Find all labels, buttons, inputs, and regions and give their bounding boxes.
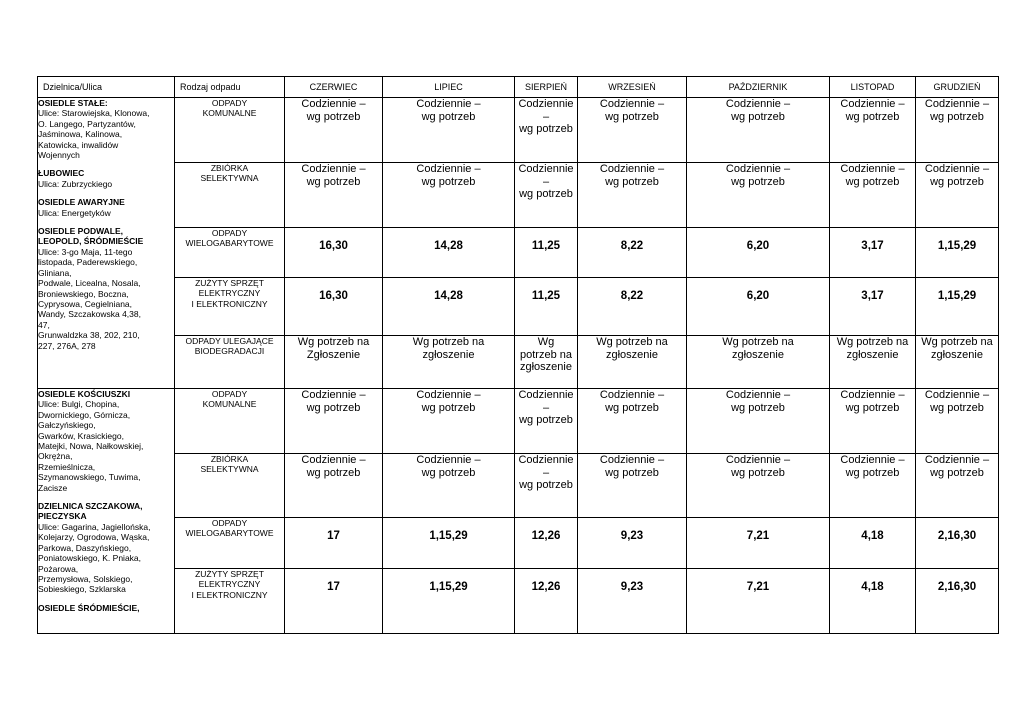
schedule-cell: Codziennie – wg potrzeb: [916, 454, 999, 518]
schedule-cell: Codziennie – wg potrzeb: [383, 454, 515, 518]
district-streets-line: Gwarków, Krasickiego,: [38, 430, 124, 441]
district-streets-line: Wandy, Szczakowska 4,38,: [38, 309, 141, 320]
district-streets-line: Kolejarzy, Ogrodowa, Wąska,: [38, 532, 150, 543]
district-streets-line: Ulica: Energetyków: [38, 207, 111, 218]
schedule-cell: 14,28: [383, 228, 515, 278]
district-streets-line: listopada, Paderewskiego,: [38, 257, 138, 268]
schedule-cell: 9,23: [578, 569, 687, 634]
header-district: Dzielnica/Ulica: [38, 77, 175, 98]
district-streets-line: 47,: [38, 319, 50, 330]
district-streets-line: Gałczyńskiego,: [38, 420, 96, 431]
schedule-cell: Wg potrzeb na zgłoszenie: [578, 336, 687, 389]
district-streets-line: Ulice: Gagarina, Jagiellońska,: [38, 521, 151, 532]
schedule-cell: 8,22: [578, 278, 687, 336]
schedule-cell: 2,16,30: [916, 518, 999, 569]
schedule-cell: 11,25: [515, 278, 578, 336]
header-waste-type: Rodzaj odpadu: [175, 77, 285, 98]
schedule-cell: 1,15,29: [916, 228, 999, 278]
schedule-cell: 6,20: [687, 228, 830, 278]
header-month-listopad: LISTOPAD: [830, 77, 916, 98]
schedule-cell: 9,23: [578, 518, 687, 569]
schedule-cell: Wg potrzeb na zgłoszenie: [383, 336, 515, 389]
schedule-cell: Codziennie – wg potrzeb: [578, 454, 687, 518]
schedule-cell: Codziennie – wg potrzeb: [687, 454, 830, 518]
schedule-cell: Codziennie – wg potrzeb: [578, 389, 687, 454]
schedule-cell: Codziennie – wg potrzeb: [285, 163, 383, 228]
waste-type-cell: ODPADY WIELOGABARYTOWE: [175, 228, 285, 278]
district-heading: OSIEDLE PODWALE,: [38, 226, 124, 237]
schedule-cell: Codziennie – wg potrzeb: [916, 389, 999, 454]
schedule-cell: Wg potrzeb na zgłoszenie: [830, 336, 916, 389]
schedule-cell: 2,16,30: [916, 569, 999, 634]
district-heading: DZIELNICA SZCZAKOWA,: [38, 501, 143, 512]
district-heading: ŁUBOWIEC: [38, 168, 85, 179]
district-spacer: [38, 595, 174, 603]
schedule-cell: Wg potrzeb na zgłoszenie: [687, 336, 830, 389]
schedule-cell: 8,22: [578, 228, 687, 278]
table-row: [38, 569, 999, 634]
table-row: [38, 228, 999, 278]
table-row: [38, 336, 999, 389]
schedule-cell: Wg potrzeb na zgłoszenie: [916, 336, 999, 389]
district-streets-line: Ulice: Starowiejska, Klonowa,: [38, 108, 150, 119]
schedule-cell: Codziennie – wg potrzeb: [515, 163, 578, 228]
district-spacer: [38, 218, 174, 226]
district-heading: OSIEDLE ŚRÓDMIEŚCIE,: [38, 602, 140, 613]
schedule-cell: 17: [285, 518, 383, 569]
district-streets-line: Wojennych: [38, 150, 80, 161]
district-heading: OSIEDLE STAŁE:: [38, 98, 108, 108]
district-streets-line: 227, 276A, 278: [38, 340, 96, 351]
schedule-cell: Codziennie – wg potrzeb: [687, 389, 830, 454]
district-heading: OSIEDLE KOŚCIUSZKI: [38, 389, 131, 399]
waste-collection-schedule-table: [37, 76, 999, 634]
district-streets-line: Grunwaldzka 38, 202, 210,: [38, 330, 140, 341]
district-streets-line: Parkowa, Daszyńskiego,: [38, 542, 132, 553]
schedule-cell: 14,28: [383, 278, 515, 336]
district-streets-line: Dwornickiego, Górnicza,: [38, 409, 131, 420]
district-streets-line: Sobieskiego, Szklarska: [38, 584, 126, 595]
district-heading: OSIEDLE AWARYJNE: [38, 197, 125, 208]
schedule-cell: Wg potrzeb na zgłoszenie: [515, 336, 578, 389]
schedule-cell: 1,15,29: [916, 278, 999, 336]
table-row: [38, 98, 999, 163]
table-row: [38, 518, 999, 569]
schedule-cell: Codziennie – wg potrzeb: [515, 454, 578, 518]
schedule-cell: 3,17: [830, 278, 916, 336]
schedule-cell: Codziennie – wg potrzeb: [916, 163, 999, 228]
schedule-cell: 4,18: [830, 518, 916, 569]
schedule-cell: Codziennie – wg potrzeb: [916, 98, 999, 163]
district-streets-line: Broniewskiego, Boczna,: [38, 288, 129, 299]
district-heading: PIECZYSKA: [38, 511, 87, 522]
header-month-lipiec: LIPIEC: [383, 77, 515, 98]
schedule-cell: Codziennie – wg potrzeb: [687, 98, 830, 163]
header-row: [38, 77, 999, 98]
waste-type-cell: ODPADY WIELOGABARYTOWE: [175, 518, 285, 569]
district-streets-line: Zacisze: [38, 482, 68, 493]
schedule-cell: 4,18: [830, 569, 916, 634]
district-spacer: [38, 493, 174, 501]
district-streets-line: Przemysłowa, Solskiego,: [38, 573, 133, 584]
schedule-cell: 7,21: [687, 518, 830, 569]
schedule-cell: Codziennie – wg potrzeb: [687, 163, 830, 228]
schedule-cell: Codziennie – wg potrzeb: [515, 98, 578, 163]
schedule-cell: 12,26: [515, 518, 578, 569]
schedule-cell: Codziennie – wg potrzeb: [383, 163, 515, 228]
schedule-body: [38, 98, 999, 634]
district-streets-line: Okrężna,: [38, 451, 73, 462]
schedule-cell: Codziennie – wg potrzeb: [515, 389, 578, 454]
schedule-cell: Codziennie – wg potrzeb: [830, 98, 916, 163]
schedule-cell: Codziennie – wg potrzeb: [830, 389, 916, 454]
district-cell: [38, 98, 175, 389]
schedule-cell: Codziennie – wg potrzeb: [578, 163, 687, 228]
schedule-cell: Codziennie – wg potrzeb: [578, 98, 687, 163]
schedule-cell: Codziennie – wg potrzeb: [383, 98, 515, 163]
table-row: [38, 454, 999, 518]
header-month-czerwiec: CZERWIEC: [285, 77, 383, 98]
table-row: [38, 389, 999, 454]
district-streets-line: Rzemieślnicza,: [38, 461, 96, 472]
district-streets-line: Ulica: Zubrzyckiego: [38, 178, 113, 189]
schedule-cell: Codziennie – wg potrzeb: [285, 98, 383, 163]
district-streets-line: Jaśminowa, Kalinowa,: [38, 129, 123, 140]
district-spacer: [38, 189, 174, 197]
district-streets-line: Podwale, Licealna, Nosala,: [38, 278, 141, 289]
header-month-grudzien: GRUDZIEŃ: [916, 77, 999, 98]
schedule-cell: 6,20: [687, 278, 830, 336]
schedule-cell: 1,15,29: [383, 569, 515, 634]
waste-type-cell: ODPADY ULEGAJĄCE BIODEGRADACJI: [175, 336, 285, 389]
schedule-cell: 11,25: [515, 228, 578, 278]
district-streets-line: O. Langego, Partyzantów,: [38, 118, 136, 129]
schedule-cell: Codziennie – wg potrzeb: [383, 389, 515, 454]
schedule-cell: 1,15,29: [383, 518, 515, 569]
schedule-cell: Codziennie – wg potrzeb: [285, 454, 383, 518]
header-month-sierpien: SIERPIEŃ: [515, 77, 578, 98]
district-streets-line: Ulice: 3-go Maja, 11-tego: [38, 246, 133, 257]
schedule-cell: 16,30: [285, 228, 383, 278]
district-streets-line: Matejki, Nowa, Nałkowskiej,: [38, 441, 144, 452]
waste-type-cell: ZBIÓRKA SELEKTYWNA: [175, 163, 285, 228]
district-streets-line: Ulice: Bulgi, Chopina,: [38, 399, 120, 410]
header-month-pazdziernik: PAŹDZIERNIK: [687, 77, 830, 98]
district-streets-line: Katowicka, inwalidów: [38, 139, 119, 150]
schedule-cell: 3,17: [830, 228, 916, 278]
district-spacer: [38, 160, 174, 168]
schedule-cell: 7,21: [687, 569, 830, 634]
schedule-cell: 12,26: [515, 569, 578, 634]
schedule-cell: Codziennie – wg potrzeb: [830, 454, 916, 518]
waste-type-cell: ODPADY KOMUNALNE: [175, 389, 285, 454]
schedule-cell: 17: [285, 569, 383, 634]
district-streets-line: Pożarowa,: [38, 563, 79, 574]
waste-type-cell: ODPADY KOMUNALNE: [175, 98, 285, 163]
schedule-cell: Wg potrzeb na Zgłoszenie: [285, 336, 383, 389]
table-row: [38, 163, 999, 228]
schedule-cell: Codziennie – wg potrzeb: [830, 163, 916, 228]
district-streets-line: Poniatowskiego, K. Pniaka,: [38, 553, 142, 564]
schedule-cell: 16,30: [285, 278, 383, 336]
district-streets-line: Szymanowskiego, Tuwima,: [38, 472, 141, 483]
table-row: [38, 278, 999, 336]
waste-type-cell: ZUŻYTY SPRZĘT ELEKTRYCZNY I ELEKTRONICZNY: [175, 278, 285, 336]
header-month-wrzesien: WRZESIEŃ: [578, 77, 687, 98]
district-cell: [38, 389, 175, 634]
schedule-cell: Codziennie – wg potrzeb: [285, 389, 383, 454]
waste-type-cell: ZBIÓRKA SELEKTYWNA: [175, 454, 285, 518]
district-streets-line: Gliniana,: [38, 267, 72, 278]
waste-type-cell: ZUŻYTY SPRZĘT ELEKTRYCZNY I ELEKTRONICZNY: [175, 569, 285, 634]
district-heading: LEOPOLD, ŚRÓDMIEŚCIE: [38, 236, 144, 247]
district-streets-line: Cyprysowa, Cegielniana,: [38, 298, 133, 309]
